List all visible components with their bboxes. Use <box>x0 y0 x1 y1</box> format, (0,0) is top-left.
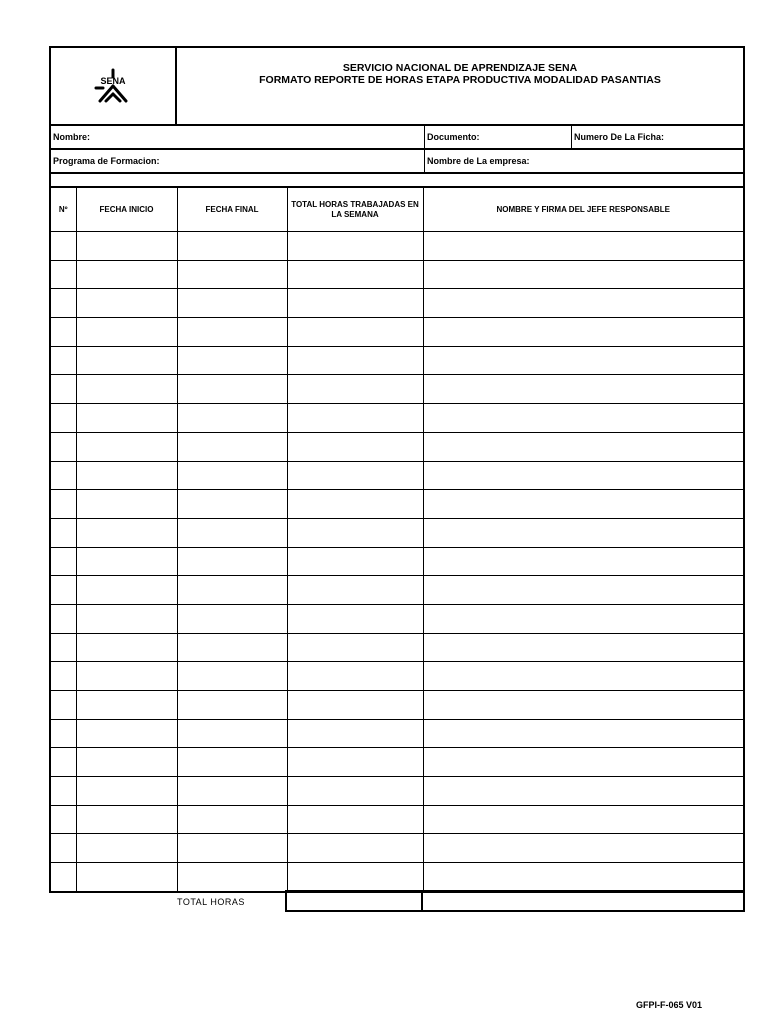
table-cell[interactable] <box>177 604 287 633</box>
table-cell[interactable] <box>287 461 423 490</box>
table-cell[interactable] <box>177 490 287 519</box>
table-cell[interactable] <box>287 834 423 863</box>
table-cell[interactable] <box>50 346 76 375</box>
table-cell[interactable] <box>423 576 744 605</box>
table-row <box>50 604 744 633</box>
programa-label: Programa de Formacion: <box>53 156 160 166</box>
table-cell[interactable] <box>50 289 76 318</box>
table-cell[interactable] <box>177 404 287 433</box>
empresa-field[interactable] <box>424 150 743 172</box>
table-cell[interactable] <box>50 547 76 576</box>
table-cell[interactable] <box>177 691 287 720</box>
table-cell[interactable] <box>423 805 744 834</box>
table-cell[interactable] <box>423 375 744 404</box>
table-cell[interactable] <box>177 863 287 892</box>
table-cell[interactable] <box>287 748 423 777</box>
form-code: GFPI-F-065 V01 <box>636 1000 703 1010</box>
table-cell[interactable] <box>177 318 287 347</box>
table-cell[interactable] <box>423 232 744 261</box>
table-cell[interactable] <box>76 662 177 691</box>
table-cell[interactable] <box>423 289 744 318</box>
programa-field[interactable] <box>51 150 424 172</box>
table-row <box>50 260 744 289</box>
table-cell[interactable] <box>287 518 423 547</box>
table-row <box>50 404 744 433</box>
table-cell[interactable] <box>76 404 177 433</box>
sena-logo-icon <box>86 68 140 104</box>
table-row <box>50 289 744 318</box>
info-row-2 <box>49 150 745 174</box>
table-cell[interactable] <box>177 346 287 375</box>
table-cell[interactable] <box>76 691 177 720</box>
table-row <box>50 432 744 461</box>
form-title-line1: SERVICIO NACIONAL DE APRENDIZAJE SENA <box>342 62 578 74</box>
table-cell[interactable] <box>76 461 177 490</box>
table-body <box>50 232 744 892</box>
table-cell[interactable] <box>76 834 177 863</box>
table-row <box>50 805 744 834</box>
table-cell[interactable] <box>287 346 423 375</box>
table-row <box>50 662 744 691</box>
table-cell[interactable] <box>287 490 423 519</box>
table-cell[interactable] <box>423 518 744 547</box>
table-cell[interactable] <box>76 375 177 404</box>
table-cell[interactable] <box>76 518 177 547</box>
table-cell[interactable] <box>50 719 76 748</box>
table-cell[interactable] <box>50 604 76 633</box>
table-cell[interactable] <box>177 633 287 662</box>
form-title-line2: FORMATO REPORTE DE HORAS ETAPA PRODUCTIVA MODALIDAD PASANTIAS <box>259 74 661 86</box>
logo-cell <box>51 48 177 124</box>
table-cell[interactable] <box>50 805 76 834</box>
table-cell[interactable] <box>287 260 423 289</box>
form-header <box>49 46 745 126</box>
col-start-date-header: FECHA INICIO <box>76 187 177 232</box>
table-cell[interactable] <box>423 432 744 461</box>
table-cell[interactable] <box>287 863 423 892</box>
documento-label: Documento: <box>427 132 480 142</box>
table-cell[interactable] <box>423 777 744 806</box>
table-row <box>50 375 744 404</box>
table-cell[interactable] <box>177 719 287 748</box>
table-cell[interactable] <box>287 604 423 633</box>
table-cell[interactable] <box>50 318 76 347</box>
table-cell[interactable] <box>50 834 76 863</box>
total-signature-input[interactable] <box>421 890 745 912</box>
table-row <box>50 863 744 892</box>
table-cell[interactable] <box>76 633 177 662</box>
table-cell[interactable] <box>423 346 744 375</box>
table-cell[interactable] <box>177 432 287 461</box>
nombre-field[interactable] <box>51 126 424 148</box>
table-cell[interactable] <box>287 805 423 834</box>
table-cell[interactable] <box>287 662 423 691</box>
table-cell[interactable] <box>423 461 744 490</box>
table-cell[interactable] <box>177 777 287 806</box>
table-cell[interactable] <box>287 719 423 748</box>
table-cell[interactable] <box>287 576 423 605</box>
table-cell[interactable] <box>76 719 177 748</box>
table-cell[interactable] <box>423 604 744 633</box>
table-row <box>50 490 744 519</box>
table-cell[interactable] <box>50 432 76 461</box>
table-cell[interactable] <box>50 232 76 261</box>
table-cell[interactable] <box>423 490 744 519</box>
table-cell[interactable] <box>287 547 423 576</box>
table-cell[interactable] <box>50 576 76 605</box>
table-cell[interactable] <box>50 748 76 777</box>
table-cell[interactable] <box>76 777 177 806</box>
col-supervisor-header: NOMBRE Y FIRMA DEL JEFE RESPONSABLE <box>423 187 744 232</box>
table-cell[interactable] <box>76 604 177 633</box>
table-cell[interactable] <box>177 289 287 318</box>
table-cell[interactable] <box>287 289 423 318</box>
nombre-label: Nombre: <box>53 132 91 142</box>
table-row <box>50 834 744 863</box>
table-row <box>50 547 744 576</box>
table-cell[interactable] <box>177 662 287 691</box>
table-cell[interactable] <box>423 719 744 748</box>
table-cell[interactable] <box>50 777 76 806</box>
title-cell <box>177 48 743 124</box>
ficha-label: Numero De La Ficha: <box>574 132 665 142</box>
table-cell[interactable] <box>177 461 287 490</box>
table-cell[interactable] <box>50 633 76 662</box>
table-cell[interactable] <box>76 260 177 289</box>
ficha-field[interactable] <box>571 126 743 148</box>
table-cell[interactable] <box>423 834 744 863</box>
table-cell[interactable] <box>76 318 177 347</box>
table-cell[interactable] <box>287 375 423 404</box>
table-cell[interactable] <box>76 547 177 576</box>
table-row <box>50 719 744 748</box>
table-row <box>50 691 744 720</box>
table-cell[interactable] <box>423 748 744 777</box>
table-cell[interactable] <box>177 748 287 777</box>
table-cell[interactable] <box>177 805 287 834</box>
table-cell[interactable] <box>423 318 744 347</box>
table-cell[interactable] <box>287 691 423 720</box>
table-cell[interactable] <box>423 260 744 289</box>
table-cell[interactable] <box>423 633 744 662</box>
table-cell[interactable] <box>287 432 423 461</box>
logo-wordmark: SENA <box>100 76 126 86</box>
col-total-hours-header: TOTAL HORAS TRABAJADAS EN LA SEMANA <box>287 187 423 232</box>
table-cell[interactable] <box>287 404 423 433</box>
table-cell[interactable] <box>177 518 287 547</box>
table-row <box>50 232 744 261</box>
table-cell[interactable] <box>423 863 744 892</box>
info-row-1 <box>49 126 745 150</box>
table-cell[interactable] <box>50 490 76 519</box>
table-cell[interactable] <box>287 232 423 261</box>
table-cell[interactable] <box>50 662 76 691</box>
table-cell[interactable] <box>50 404 76 433</box>
table-cell[interactable] <box>423 662 744 691</box>
table-cell[interactable] <box>287 318 423 347</box>
table-cell[interactable] <box>177 375 287 404</box>
table-cell[interactable] <box>423 691 744 720</box>
table-cell[interactable] <box>76 805 177 834</box>
table-row <box>50 576 744 605</box>
documento-field[interactable] <box>424 126 571 148</box>
total-hours-input[interactable] <box>285 890 423 912</box>
table-cell[interactable] <box>76 346 177 375</box>
table-cell[interactable] <box>76 576 177 605</box>
table-cell[interactable] <box>76 490 177 519</box>
table-cell[interactable] <box>423 404 744 433</box>
hours-table <box>49 186 745 893</box>
table-cell[interactable] <box>177 547 287 576</box>
table-cell[interactable] <box>76 289 177 318</box>
table-cell[interactable] <box>50 260 76 289</box>
table-header-row <box>50 187 744 232</box>
table-cell[interactable] <box>50 375 76 404</box>
table-cell[interactable] <box>76 232 177 261</box>
table-row <box>50 777 744 806</box>
empresa-label: Nombre de La empresa: <box>427 156 530 166</box>
table-cell[interactable] <box>177 576 287 605</box>
col-end-date-header: FECHA FINAL <box>177 187 287 232</box>
table-cell[interactable] <box>177 232 287 261</box>
table-cell[interactable] <box>177 260 287 289</box>
table-row <box>50 748 744 777</box>
table-row <box>50 318 744 347</box>
table-cell[interactable] <box>76 863 177 892</box>
total-hours-label: TOTAL HORAS <box>177 897 245 907</box>
table-cell[interactable] <box>287 777 423 806</box>
table-cell[interactable] <box>177 834 287 863</box>
table-cell[interactable] <box>76 748 177 777</box>
table-cell[interactable] <box>287 633 423 662</box>
table-row <box>50 633 744 662</box>
table-cell[interactable] <box>50 461 76 490</box>
table-cell[interactable] <box>50 691 76 720</box>
table-row <box>50 461 744 490</box>
table-row <box>50 346 744 375</box>
col-number-header: Nº <box>50 187 76 232</box>
table-cell[interactable] <box>50 518 76 547</box>
table-row <box>50 518 744 547</box>
table-cell[interactable] <box>423 547 744 576</box>
table-cell[interactable] <box>76 432 177 461</box>
table-cell[interactable] <box>50 863 76 892</box>
